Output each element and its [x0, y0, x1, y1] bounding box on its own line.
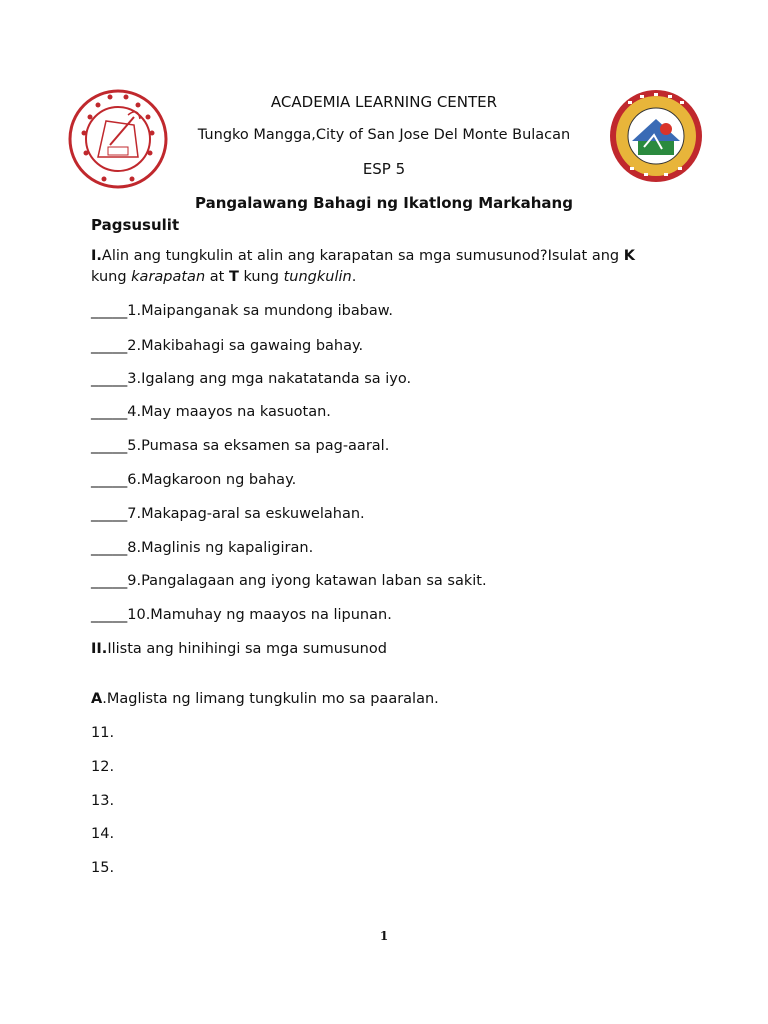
question-item: [91, 438, 389, 454]
part2-instruction: [91, 641, 387, 657]
answer-line-number: 14.: [91, 826, 115, 842]
answer-blank[interactable]: _____: [91, 472, 128, 488]
exam-title: Pangalawang Bahagi ng Ikatlong Markahang: [195, 194, 573, 212]
section-a-letter: A: [91, 691, 103, 707]
answer-blank[interactable]: _____: [91, 573, 128, 589]
answer-blank[interactable]: _____: [91, 303, 128, 319]
part1-numeral: I.: [91, 248, 102, 264]
question-item: [91, 404, 331, 420]
answer-blank[interactable]: _____: [91, 607, 128, 623]
letter-t: T: [228, 269, 239, 285]
answer-line-number: 15.: [91, 860, 115, 876]
question-text: 9.Pangalagaan ang iyong katawan laban sa sakit.: [127, 573, 487, 589]
word-karapatan: karapatan: [131, 269, 206, 285]
question-item: [91, 371, 411, 387]
answer-line-number: 11.: [91, 725, 115, 741]
question-text: 4.May maayos na kasuotan.: [127, 404, 331, 420]
answer-blank[interactable]: _____: [91, 506, 128, 522]
instruction-text: kung: [238, 269, 284, 285]
answer-blank[interactable]: _____: [91, 438, 128, 454]
part1-instruction-line1: [91, 248, 635, 264]
question-item: [91, 607, 392, 623]
answer-blank[interactable]: _____: [91, 404, 128, 420]
question-text: 7.Makapag-aral sa eskuwelahan.: [127, 506, 365, 522]
part2-instruction-text: Ilista ang hinihingi sa mga sumusunod: [107, 641, 387, 657]
part2-numeral: II.: [91, 641, 108, 657]
subject-title: ESP 5: [362, 160, 406, 178]
question-text: 5.Pumasa sa eksamen sa pag-aaral.: [127, 438, 390, 454]
answer-blank[interactable]: _____: [91, 371, 128, 387]
question-text: 1.Maipanganak sa mundong ibabaw.: [127, 303, 393, 319]
instruction-text: at: [205, 269, 229, 285]
part1-instruction-line2: [91, 269, 356, 285]
school-name: ACADEMIA LEARNING CENTER: [270, 93, 498, 111]
question-text: 6.Magkaroon ng bahay.: [127, 472, 297, 488]
question-item: [91, 506, 365, 522]
page-number: 1: [379, 929, 389, 943]
school-address: Tungko Mangga,City of San Jose Del Monte Bulacan: [197, 127, 571, 143]
answer-blank[interactable]: _____: [91, 338, 128, 354]
section-a-text: .Maglista ng limang tungkulin mo sa paaralan.: [102, 691, 439, 707]
exam-title-continuation: Pagsusulit: [91, 216, 180, 234]
question-item: [91, 303, 393, 319]
answer-blank[interactable]: _____: [91, 540, 128, 556]
question-item: [91, 540, 313, 556]
question-text: 2.Makibahagi sa gawaing bahay.: [127, 338, 364, 354]
question-item: [91, 338, 363, 354]
answer-line-number: 12.: [91, 759, 115, 775]
question-text: 3.Igalang ang mga nakatatanda sa iyo.: [127, 371, 412, 387]
answer-line-number: 13.: [91, 793, 115, 809]
question-text: 10.Mamuhay ng maayos na lipunan.: [127, 607, 392, 623]
instruction-text: .: [351, 269, 357, 285]
instruction-text: kung: [91, 269, 132, 285]
question-item: [91, 573, 487, 589]
question-text: 8.Maglinis ng kapaligiran.: [127, 540, 314, 556]
question-item: [91, 472, 296, 488]
part1-instruction-text: Alin ang tungkulin at alin ang karapatan sa mga sumusunod?Isulat ang: [101, 248, 624, 264]
letter-k: K: [623, 248, 635, 264]
section-a-instruction: [91, 691, 439, 707]
word-tungkulin: tungkulin: [283, 269, 352, 285]
